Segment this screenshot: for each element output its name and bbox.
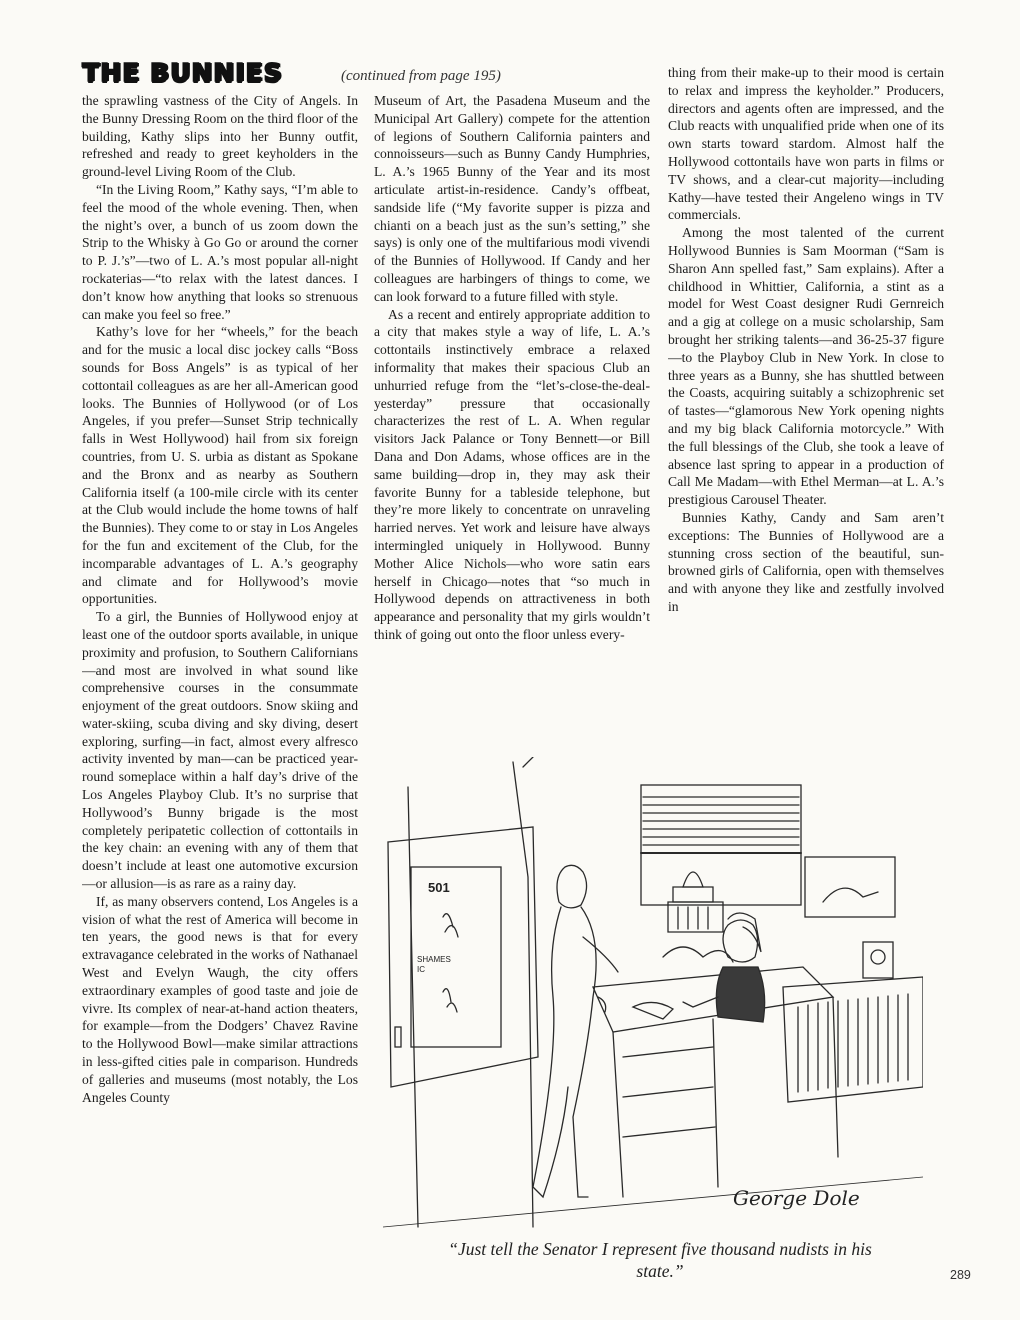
paragraph: thing from their make-up to their mood is certain to relax and impress the keyholder.” Producers, directors and agents often are impressed, and the Club reacts with unqualified pride when one of its own starts toward stardom. Almost half the Hollywood cottontails have won parts in films or TV shows, and a clear-cut majority—including Kathy—have tested their Angeleno wings in TV commercials. — [668, 65, 944, 223]
paragraph: If, as many observers contend, Los Angeles is a vision of what the rest of America will become in ten years, the good news is that for every extravagance celebrated in the works of Nathanael West and Evelyn Waugh, the city offers extraordinary examples of good taste and joie de vivre. Its complex of near-at-hand action theaters, for example—from the Dodgers’ Chavez Ravine to the Hollywood Bowl—make similar attractions in less-gifted cities pale in comparison. Hundreds of galleries and museums (most notably, the Los Angeles County — [82, 893, 358, 1105]
paragraph: Museum of Art, the Pasadena Museum and the Municipal Art Gallery) compete for the attention of legions of Southern California painters and connoisseurs—such as Bunny Candy Humphries, L. A.’s 1965 Bunny of the Year and its most articulate artist-in-residence. Candy’s offbeat, sandside life (“My favorite supper is pizza and chianti on a beach just as the sun’s setting,” she says) is only one of the multifarious modi vivendi of the Bunnies of Hollywood. If Candy and her colleagues are harbingers of things to come, we can look forward to a future filled with style. — [374, 93, 650, 304]
capitol-model — [663, 872, 733, 962]
paragraph: “In the Living Room,” Kathy says, “I’m able to feel the mood of the whole evening. Then, when the night’s over, a bunch of us zoom down the Strip to the Whisky à Go Go or around the corner to P. J.’s”—two of L. A.’s most popular all-night rockaterias—“to relax with the latest dances. I don’t know how anything that looks so strenuous can make you feel so free.” — [82, 181, 358, 322]
cartoon-illustration — [383, 757, 923, 1235]
wall-edge-line — [408, 787, 418, 1227]
photo-frame — [863, 942, 893, 978]
pole-line — [513, 762, 533, 1227]
paragraph: the sprawling vastness of the City of Angels. In the Bunny Dressing Room on the third floor of the building, Kathy slips into her Bunny outfit, refreshed and ready to greet keyholders in the ground-level Living Room of the Club. — [82, 93, 358, 180]
telephone-icon — [633, 1002, 673, 1019]
paragraph: To a girl, the Bunnies of Hollywood enjoy at least one of the outdoor sports available, in unique proximity and profusion, to Southern Californians—and most are involved in what sound like comprehensive courses in the consummate enjoyment of the great outdoors. Snow skiing and water-skiing, scuba diving and sky diving, desert exploring, surfing—in fact, almost every alfresco activity invented by man—can be practiced year-round someplace within a half day’s drive of the Los Angeles Playboy Club. It’s no surprise that Hollywood’s Bunny brigade is the most completely peripatetic collection of cottontails in the key chain: an evening with any of them that doesn’t include at least one automotive excursion—or allusion—is as rare as a rainy day. — [82, 609, 358, 892]
door-number: 501 — [428, 880, 450, 895]
framed-picture — [805, 857, 895, 917]
paragraph: Kathy’s love for her “wheels,” for the beach and for the music a local disc jockey calls “Boss sounds for Boss Angels” is as typical of her cottontail colleagues as are her all-American good looks. The Bunnies of Hollywood (or of Los Angeles, if you prefer—Sunset Strip technically falls in West Hollywood) hail from six foreign countries, from U. S. urbia as distant as Spokane and the Bronx and as nearby as Southern California itself (a 100-mile circle with its center at the Club would include the home towns of half the Bunnies). They come to or stay in Los Angeles for the fun and excitement of the Club, for the incomparable advantages of L. A.’s geography and climate and for Hollywood’s movie opportunities. — [82, 324, 358, 607]
office-desk — [593, 967, 838, 1197]
text-column-1 — [82, 92, 358, 1288]
radiator — [783, 977, 923, 1102]
cartoon-caption: “Just tell the Senator I represent five thousand nudists in his state.” — [448, 1239, 872, 1281]
office-door — [388, 827, 538, 1087]
artist-signature: George Dole — [733, 1186, 860, 1210]
paragraph: Bunnies Kathy, Candy and Sam aren’t exceptions: The Bunnies of Hollywood are a stunning cross section of the beautiful, sun-browned girls of California, open with themselves and with anyone they like and zestfully involved in — [668, 509, 944, 614]
text-column-2 — [374, 92, 650, 732]
article-header — [82, 58, 642, 92]
seated-secretary-figure — [683, 913, 765, 1022]
paragraph: Among the most talented of the current Hollywood Bunnies is Sam Moorman (“Sam is Sharon Ann spelled fast,” Sam explains). After a childhood in Whittier, California, a stint as a model for West Coast designer Rudi Gernreich and a gig at college on a music scholarship, Sam brought her striking talents—and 36-25-37 figure—to the Playboy Club in New York. In close to three years as a Bunny, she has shuttled between the Coasts, acquiring suitably a schizophrenic set of tastes—“glamorous New York opening nights and my big black California motorcycle.” With the full blessings of the Club, she took a leave of absence last spring to appear in a production of Call Me Madam—with Ethel Merman—at L. A.’s prestigious Carousel Theater. — [668, 225, 944, 508]
standing-woman-figure — [533, 865, 618, 1197]
article-logo: THE BUNNIES — [82, 58, 283, 87]
door-sign-1: SHAMES — [417, 955, 451, 964]
paragraph: As a recent and entirely appropriate addition to a city that makes style a way of life, L. A.’s cottontails instinctively embrace a relaxed informality that makes their spacious Club an unhurried refuge from the “let’s-close-the-deal-yesterday” pressure that occasionally characterizes the rest of L. A. When regular visitors Jack Palance or Tony Bennett—or Bill Dana and Don Adams, whose offices are in the same building—drop in, they may ask their favorite Bunny for a tableside telephone, but they’re more likely to concentrate on unraveling harried nerves. Yet work and leisure have always intermingled uniquely in Hollywood. Bunny Mother Alice Nichols—who wore satin ears herself in Chicago—notes that “so much in Hollywood depends on attractiveness in both appearance and personality that my girls wouldn’t think of going out onto the floor unless every- — [374, 306, 650, 642]
text-column-3 — [668, 64, 944, 732]
window-blinds — [641, 785, 801, 905]
continued-note: (continued from page 195) — [341, 68, 501, 84]
door-sign-2: IC — [417, 965, 425, 974]
page-number: 289 — [950, 1268, 971, 1282]
